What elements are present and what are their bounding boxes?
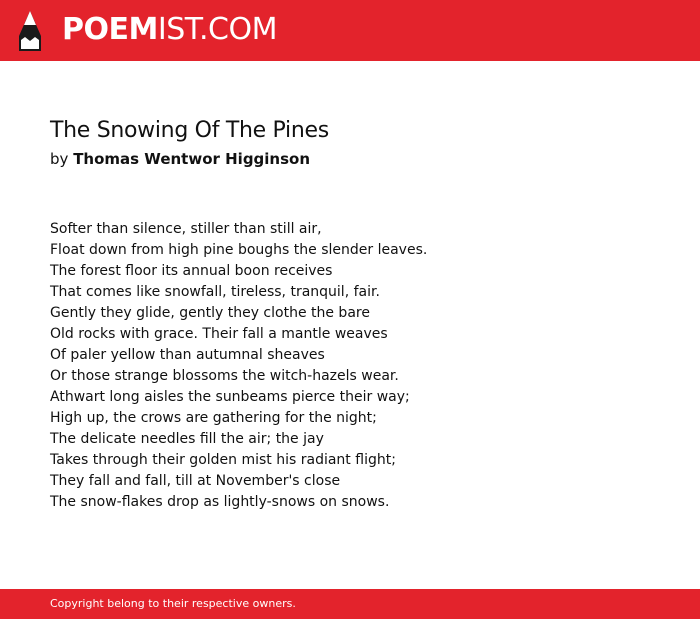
site-footer [0,589,700,619]
poem-line: Old rocks with grace. Their fall a mantle weaves [50,326,388,342]
poem-line: Softer than silence, stiller than still air, [50,221,322,237]
poem-title: The Snowing Of The Pines [50,118,329,143]
poem-line: Float down from high pine boughs the slender leaves. [50,242,428,258]
logo-bold-text: POEM [62,12,158,47]
poem-line: The snow-flakes drop as lightly-snows on snows. [50,494,390,510]
poem-line: They fall and fall, till at November's close [50,473,341,489]
site-logo[interactable] [62,12,277,48]
poem-line: Athwart long aisles the sunbeams pierce their way; [50,389,410,405]
pencil-icon[interactable] [18,10,42,52]
poem-line: Gently they glide, gently they clothe the bare [50,305,370,321]
poem-line: The forest floor its annual boon receives [50,263,333,279]
poem-line: Takes through their golden mist his radiant flight; [50,452,396,468]
byline [50,149,310,169]
poem-line: The delicate needles fill the air; the jay [50,431,324,447]
poem-line: Of paler yellow than autumnal sheaves [50,347,325,363]
logo-light-text: IST.COM [157,12,277,47]
by-label: by [50,150,69,168]
author-name: Thomas Wentwor Higginson [73,150,311,168]
poem-line: Or those strange blossoms the witch-hazels wear. [50,368,399,384]
poem-body [50,219,427,513]
copyright-notice: Copyright belong to their respective owners. [50,597,296,610]
poem-line: High up, the crows are gathering for the night; [50,410,377,426]
poem-line: That comes like snowfall, tireless, tranquil, fair. [50,284,380,300]
site-header [0,0,700,61]
